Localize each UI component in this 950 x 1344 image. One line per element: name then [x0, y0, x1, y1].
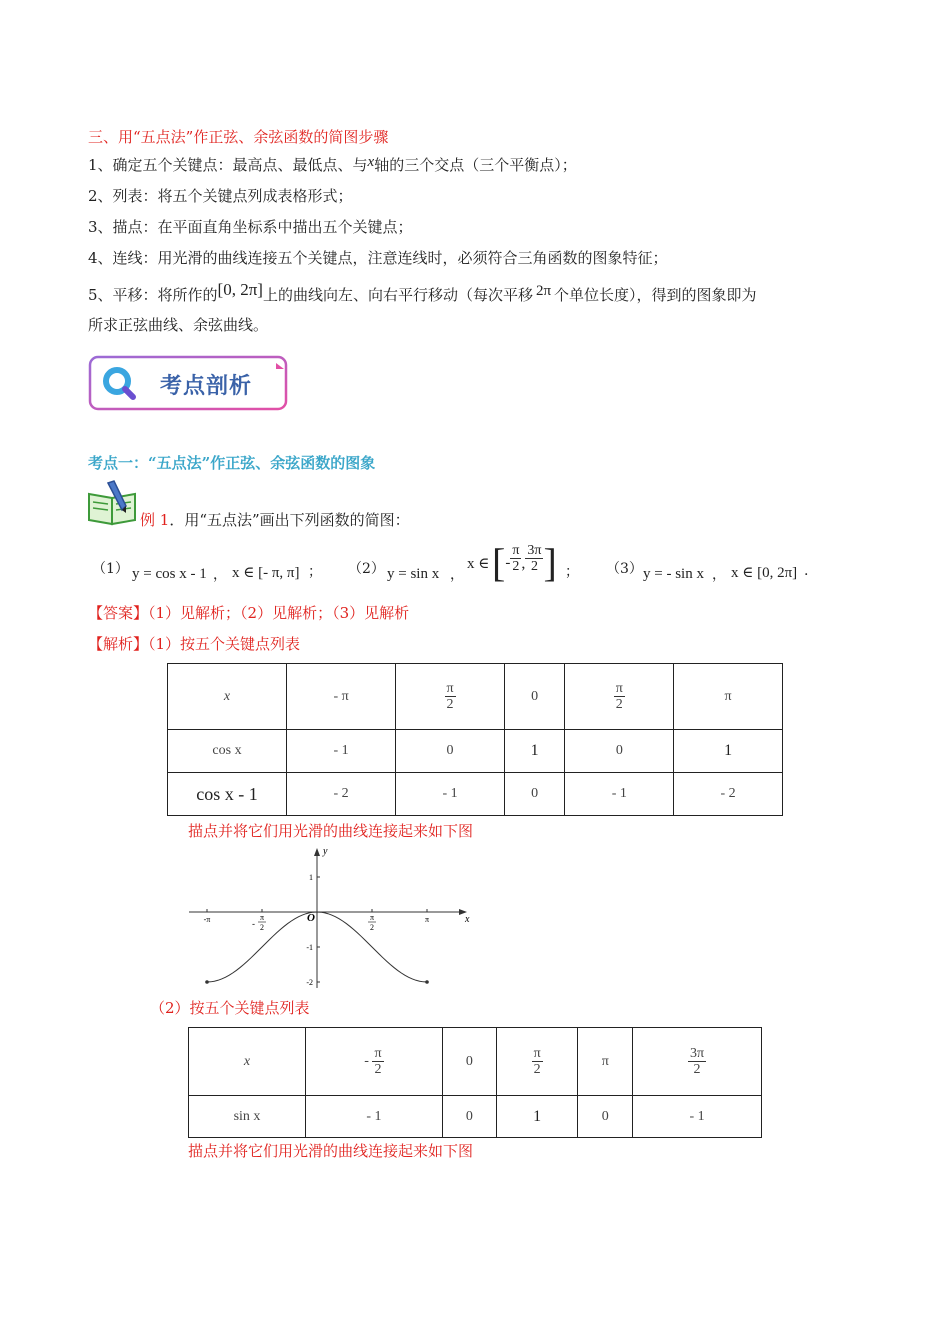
step-2: 2、列表：将五个关键点列成表格形式； — [88, 187, 353, 205]
analysis-line — [88, 634, 300, 654]
example-item-2-func: y = sin x — [387, 566, 440, 582]
table1-cell: 0 — [396, 730, 505, 773]
example-item-1-func: y = cos x - 1 — [132, 566, 207, 582]
step-5 — [88, 280, 757, 306]
analysis-tag: 【解析】 — [88, 635, 149, 653]
table2-header-cell: π — [578, 1028, 633, 1096]
table-row — [168, 730, 783, 773]
step-1-pre: 1、确定五个关键点：最高点、最低点、与 — [88, 156, 368, 174]
section-heading: 三、用“五点法”作正弦、余弦函数的简图步骤 — [88, 128, 389, 146]
example-text: ．用“五点法”画出下列函数的简图： — [169, 511, 410, 529]
table2-cell: - 1 — [633, 1096, 762, 1138]
answer-tag: 【答案】 — [88, 604, 149, 622]
curve-endpoint — [425, 980, 429, 984]
table2-cell: - 1 — [306, 1096, 443, 1138]
example-item-1-end: ； — [308, 564, 322, 580]
section-badge — [88, 355, 288, 413]
y-tick-label: -2 — [306, 978, 313, 987]
table-row — [168, 773, 783, 816]
key-points-table-2 — [188, 1027, 762, 1138]
step-4: 4、连线：用光滑的曲线连接五个关键点，注意连线时，必须符合三角函数的图象特征； — [88, 249, 668, 267]
table-row — [189, 1028, 762, 1096]
table2-header-cell: - $\frac{\pi}{2}$ — [306, 1028, 443, 1096]
table2-cell: 0 — [578, 1096, 633, 1138]
table2-cell: 0 — [442, 1096, 496, 1138]
step-1-post: 轴的三个交点（三个平衡点）； — [374, 156, 577, 174]
x-tick-label: π — [424, 915, 430, 924]
table1-cell: - 2 — [674, 773, 783, 816]
example-item-2-comma: ， — [450, 567, 464, 583]
step-5-pre: 5、平移：将所作的 — [88, 286, 218, 304]
x-tick-label-denominator: 2 — [370, 923, 374, 932]
x-axis-label: x — [465, 914, 470, 925]
table1-cell: 1 — [674, 730, 783, 773]
example-item-3-func: y = - sin x — [643, 566, 704, 582]
book-pencil-icon — [86, 480, 140, 526]
badge-label: 考点剖析 — [160, 374, 253, 399]
caption-1: 描点并将它们用光滑的曲线连接起来如下图 — [188, 822, 474, 840]
search-icon — [102, 366, 136, 400]
step-5-post: 个单位长度），得到的图象即为 — [554, 286, 757, 304]
table1-header-cell: π — [674, 664, 783, 730]
caption-2: 描点并将它们用光滑的曲线连接起来如下图 — [188, 1142, 474, 1160]
origin-label: O — [307, 912, 315, 924]
example-item-1-domain: x ∈ [- π, π] — [232, 565, 300, 581]
cos-graph — [185, 842, 475, 992]
x-tick-label-denominator: 2 — [260, 923, 264, 932]
example-item-2-num: （2） — [348, 561, 385, 577]
y-tick-label: -1 — [306, 943, 313, 952]
x-tick-label: π — [259, 913, 265, 922]
answer-line — [88, 603, 409, 623]
example-label: 例 1 — [140, 511, 170, 529]
example-item-3-num: （3） — [606, 561, 643, 577]
table1-header-cell: - π — [287, 664, 396, 730]
answer-text: （1）见解析；（2）见解析；（3）见解析 — [148, 604, 410, 622]
kaodian-title: 考点一：“五点法”作正弦、余弦函数的图象 — [88, 454, 376, 472]
example-item-3-end: . — [804, 563, 809, 579]
step-5-period: 2π — [535, 283, 552, 299]
table1-cell: 1 — [504, 730, 565, 773]
example-item-1-comma: ， — [213, 567, 227, 583]
example-item-2-domain-interval: [- $\frac{\pi}{2}$ , $\frac{3\pi}{2}$ ] — [492, 540, 557, 585]
table2-header-cell: $\frac{3\pi}{2}$ — [633, 1028, 762, 1096]
table1-cell: - 1 — [287, 730, 396, 773]
table-row — [168, 664, 783, 730]
table2-header-cell: 0 — [442, 1028, 496, 1096]
table1-row-label-cos-minus-1: cos x - 1 — [168, 773, 287, 816]
table1-cell: - 1 — [396, 773, 505, 816]
step-3: 3、描点：在平面直角坐标系中描出五个关键点； — [88, 218, 413, 236]
step-1 — [88, 155, 577, 176]
example-item-3-domain: x ∈ [0, 2π] — [731, 565, 798, 581]
table-row — [189, 1096, 762, 1138]
key-points-table-1 — [167, 663, 783, 816]
table2-row-label-sin: sin x — [189, 1096, 306, 1138]
step-5-mid: 上的曲线向左、向右平行移动（每次平移 — [262, 286, 533, 304]
y-tick-label: 1 — [309, 873, 313, 882]
table1-header-cell: $\frac{\pi}{2}$ — [396, 664, 505, 730]
example-item-3-comma: ， — [712, 567, 726, 583]
step-5-interval: [0, 2π] — [217, 280, 263, 299]
analysis-text: （1）按五个关键点列表 — [148, 635, 301, 653]
table2-header-cell: $\frac{\pi}{2}$ — [496, 1028, 578, 1096]
table2-cell: 1 — [496, 1096, 578, 1138]
example-item-2-domain-pre: x ∈ — [467, 556, 490, 572]
table1-cell: - 2 — [287, 773, 396, 816]
table1-header-cell: $\frac{\pi}{2}$ — [565, 664, 674, 730]
y-axis-label: y — [323, 846, 328, 857]
table1-header-cell: 0 — [504, 664, 565, 730]
example-heading — [140, 510, 410, 530]
curve-endpoint — [205, 980, 209, 984]
step-5-continuation: 所求正弦曲线、余弦曲线。 — [88, 316, 269, 334]
example-item-2-end: ； — [565, 564, 579, 580]
table1-cell: - 1 — [565, 773, 674, 816]
table2-row-label-x: x — [189, 1028, 306, 1096]
x-tick-minus: - — [252, 920, 256, 930]
table1-row-label-x: x — [168, 664, 287, 730]
x-tick-label: -π — [203, 915, 211, 924]
table1-cell: 0 — [504, 773, 565, 816]
step-1-var: x — [367, 154, 375, 170]
example-item-1-num: （1） — [92, 561, 129, 577]
table1-cell: 0 — [565, 730, 674, 773]
part2-text: （2）按五个关键点列表 — [150, 999, 310, 1017]
x-tick-label: π — [369, 913, 375, 922]
table1-row-label-cos: cos x — [168, 730, 287, 773]
y-axis-arrow — [314, 848, 320, 856]
